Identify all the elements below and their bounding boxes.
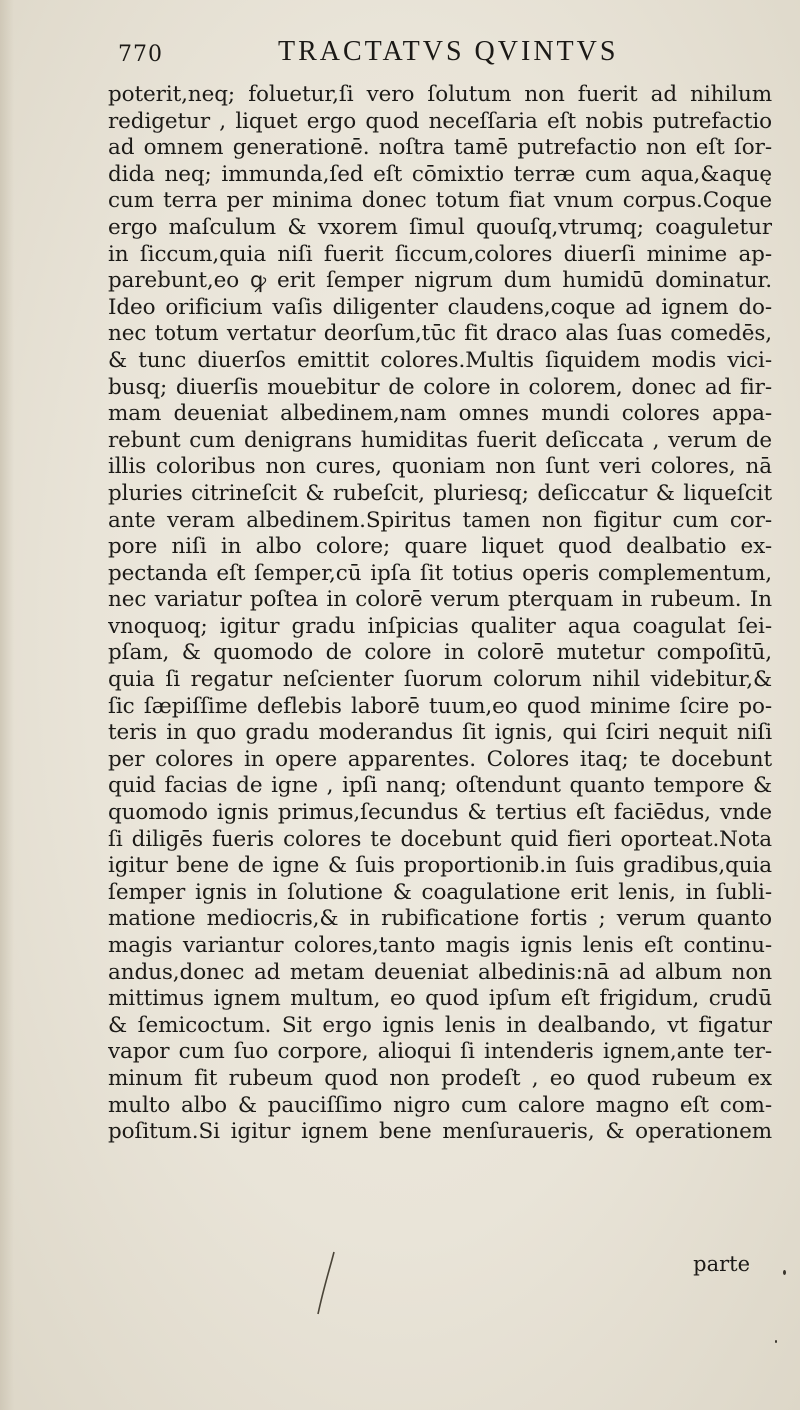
text-line: nec totum vertatur deorſum,tūc fit draco alas ſuas comedēs, bbox=[108, 321, 772, 347]
text-line: ante veram albedinem.Spiritus tamen non figitur cum cor- bbox=[108, 507, 772, 533]
page-gutter-shadow bbox=[0, 0, 14, 1410]
text-line: parebunt,eo ꝙ erit ſemper nigrum dum humidū dominatur. bbox=[108, 268, 772, 294]
text-line: matione mediocris,& in rubificatione fortis ; verum quanto bbox=[108, 906, 772, 932]
text-line: ergo maſculum & vxorem ſimul quouſq,vtrumq; coaguletur bbox=[108, 214, 772, 240]
text-line: ſemper ignis in ſolutione & coagulatione erit lenis, in ſubli- bbox=[108, 879, 772, 905]
running-title: TRACTATVS QVINTVS bbox=[278, 36, 619, 67]
text-line: teris in quo gradu moderandus ſit ignis, qui ſciri nequit niſi bbox=[108, 720, 772, 746]
text-line: illis coloribus non cures, quoniam non ſunt veri colores, nā bbox=[108, 454, 772, 480]
text-line: pluries citrineſcit & rubeſcit, pluriesq; deſiccatur & liqueſcit bbox=[108, 480, 772, 506]
text-line: magis variantur colores,tanto magis ignis lenis eſt continu- bbox=[108, 933, 772, 958]
text-line: & tunc diuerſos emittit colores.Multis ſiquidem modis vici- bbox=[108, 347, 772, 373]
text-line: rebunt cum denigrans humiditas fuerit deſiccata , verum de bbox=[108, 427, 772, 453]
text-line: redigetur , liquet ergo quod neceſſaria eſt nobis putrefactio bbox=[108, 108, 772, 134]
text-line: quia ſi regatur neſcienter ſuorum colorum nihil videbitur,& bbox=[108, 667, 772, 693]
text-line: dida neq; immunda,ſed eſt cōmixtio terræ cum aqua,&aquę bbox=[108, 161, 772, 187]
text-line: pectanda eſt ſemper,cū ipſa ſit totius operis complementum, bbox=[108, 560, 772, 586]
text-line: ſi diligēs fueris colores te docebunt quid fieri oporteat.Nota bbox=[108, 826, 772, 852]
text-line: mittimus ignem multum, eo quod ipſum eſt frigidum, crudū bbox=[108, 986, 772, 1012]
text-line: cum terra per minima donec totum fiat vnum corpus.Coque bbox=[108, 188, 772, 214]
text-line: pore niſi in albo colore; quare liquet quod dealbatio ex- bbox=[108, 534, 772, 560]
text-line: in ſiccum,quia niſi fuerit ſiccum,colores diuerſi minime ap- bbox=[108, 241, 772, 267]
paper-speck bbox=[775, 1340, 777, 1343]
text-line: vapor cum ſuo corpore, alioqui ſi intenderis ignem,ante ter- bbox=[108, 1039, 772, 1065]
text-line: & ſemicoctum. Sit ergo ignis lenis in dealbando, vt figatur bbox=[108, 1012, 772, 1038]
text-line: per colores in opere apparentes. Colores itaq; te docebunt bbox=[108, 746, 772, 772]
text-line: multo albo & pauciſſimo nigro cum calore magno eſt com- bbox=[108, 1092, 772, 1118]
text-line: poterit,neq; foluetur,ſi vero ſolutum non fuerit ad nihilum bbox=[108, 82, 772, 107]
text-line: minum fit rubeum quod non prodeſt , eo quod rubeum ex bbox=[108, 1065, 772, 1091]
text-line: quid facias de igne , ipſi nanq; oſtendunt quanto tempore & bbox=[108, 773, 772, 799]
text-line: Ideo orificium vaſis diligenter claudens,coque ad ignem do- bbox=[108, 294, 772, 320]
text-line: ad omnem generationē. noſtra tamē putrefactio non eſt ſor- bbox=[108, 135, 772, 161]
text-line: mam deueniat albedinem,nam omnes mundi colores appa- bbox=[108, 401, 772, 427]
text-line: busq; diuerſis mouebitur de colore in colorem, donec ad fir- bbox=[108, 374, 772, 400]
text-line: quomodo ignis primus,ſecundus & tertius eſt faciēdus, vnde bbox=[108, 800, 772, 826]
text-line: igitur bene de igne & ſuis proportionib.in ſuis gradibus,quia bbox=[108, 853, 772, 879]
page-number: 770 bbox=[118, 42, 163, 67]
text-line: poſitum.Si igitur ignem bene menſuraueris, & operationem bbox=[108, 1119, 772, 1145]
text-line: ſic ſæpiſſime deflebis laborē tuum,eo quod minime ſcire po- bbox=[108, 693, 772, 719]
body-text bbox=[108, 82, 772, 1146]
text-line: pſam, & quomodo de colore in colorē mutetur compoſitū, bbox=[108, 640, 772, 666]
text-line: nec variatur poſtea in colorē verum pterquam in rubeum. In bbox=[108, 587, 772, 613]
catchword: parte bbox=[693, 1252, 750, 1276]
page-header bbox=[118, 32, 740, 72]
ink-stroke-mark bbox=[312, 1248, 342, 1318]
paper-speck bbox=[783, 1270, 786, 1275]
text-line: andus,donec ad metam deueniat albedinis:nā ad album non bbox=[108, 959, 772, 985]
text-line: vnoquoq; igitur gradu inſpicias qualiter aqua coagulat ſei- bbox=[108, 613, 772, 639]
